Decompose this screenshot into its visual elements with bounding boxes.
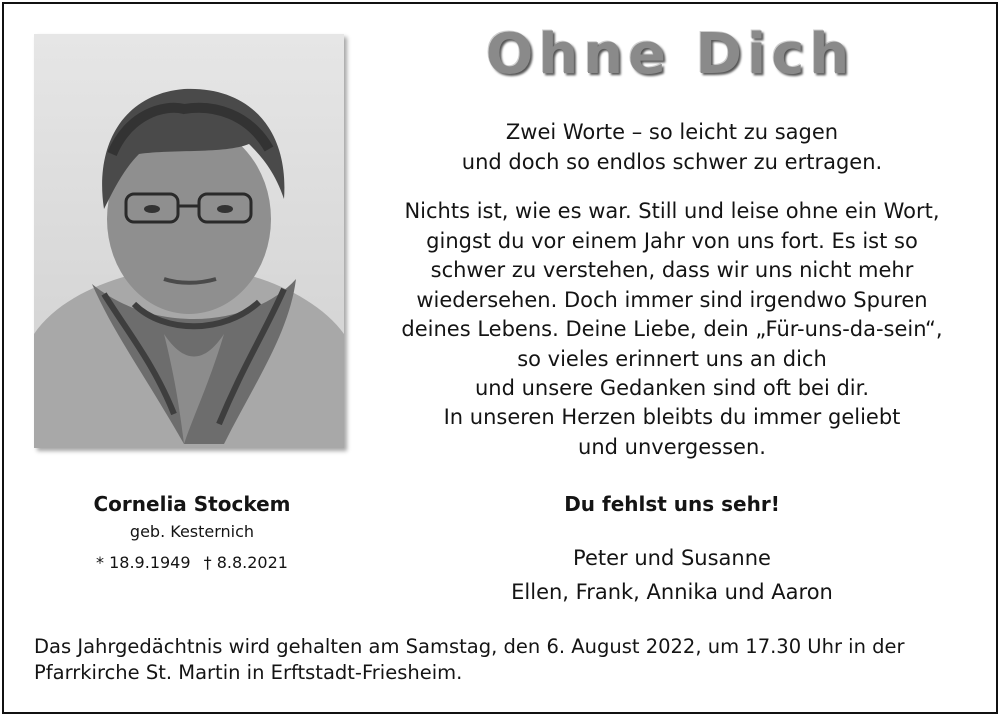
poem-line: deines Lebens. Deine Liebe, dein „Für-uns-da-sein“, [401,317,943,341]
poem-line: wiedersehen. Doch immer sind irgendwo Spuren [416,287,928,312]
mourners [372,541,972,609]
death-date: † 8.8.2021 [203,553,288,572]
mourners-line: Peter und Susanne [573,546,771,570]
poem-line: und doch so endlos schwer zu ertragen. [461,149,883,174]
poem-line: Zwei Worte – so leicht zu sagen [505,120,839,144]
memorial-service-info [34,634,964,686]
mourners-line: Ellen, Frank, Annika und Aaron [511,580,833,604]
poem-stanza-2 [372,197,972,404]
closing-line: Du fehlst uns sehr! [564,492,780,516]
poem-line: Nichts ist, wie es war. Still und leise ohne ein Wort, [404,199,940,223]
headline: Ohne Dich [485,22,855,87]
poem-stanza-1 [372,118,972,177]
poem-stanza-3 [372,403,972,462]
deceased-name: Cornelia Stockem [93,492,291,516]
footer-line: Das Jahrgedächtnis wird gehalten am Samstag, den 6. August 2022, um 17.30 Uhr in der [34,635,905,658]
deceased-birth-name: geb. Kesternich [129,522,255,541]
poem-line: und unvergessen. [578,434,766,459]
poem-line: und unsere Gedanken sind oft bei dir. [474,376,870,400]
life-dates [34,553,350,572]
poem-line: schwer zu verstehen, dass wir uns nicht mehr [430,258,914,282]
birth-date: * 18.9.1949 [96,553,191,572]
poem-line: so vieles erinnert uns an dich [517,346,827,371]
portrait-photo [34,34,344,448]
poem-line: In unseren Herzen bleibts du immer geliebt [443,405,901,429]
poem-line: gingst du vor einem Jahr von uns fort. Es ist so [426,228,918,253]
footer-line: Pfarrkirche St. Martin in Erftstadt-Friesheim. [34,661,463,684]
